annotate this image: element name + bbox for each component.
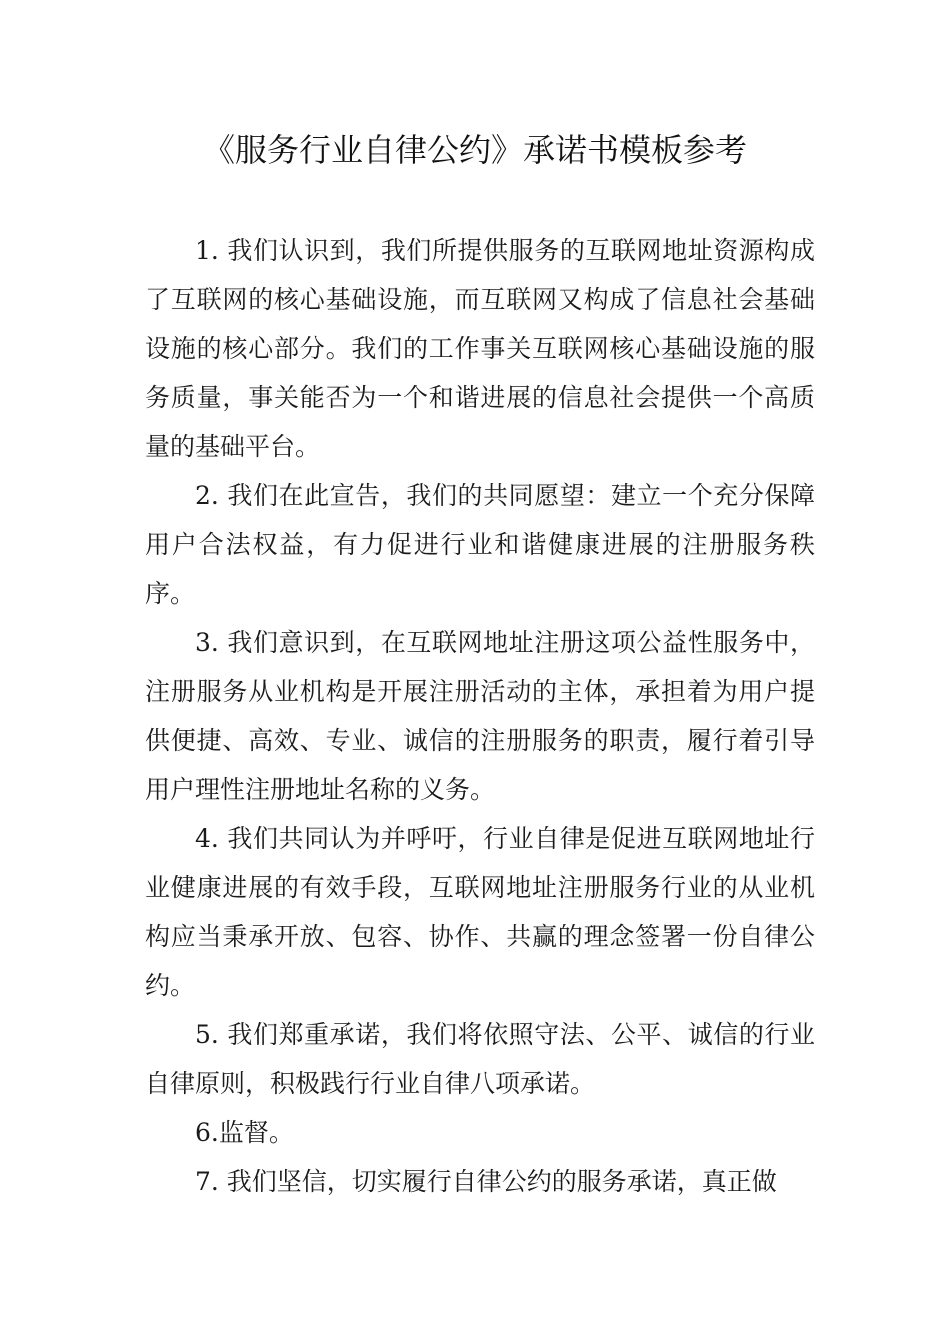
paragraph-5: 5. 我们郑重承诺，我们将依照守法、公平、诚信的行业自律原则，积极践行行业自律八项承诺。 xyxy=(145,1020,815,1098)
paragraph-3: 3. 我们意识到，在互联网地址注册这项公益性服务中，注册服务从业机构是开展注册活动的主体，承担着为用户提供便捷、高效、专业、诚信的注册服务的职责，履行着引导用户理性注册地址名称的义务。 xyxy=(145,628,815,804)
paragraph-6: 6.监督。 xyxy=(195,1118,294,1147)
paragraph-4: 4. 我们共同认为并呼吁，行业自律是促进互联网地址行业健康进展的有效手段，互联网地址注册服务行业的从业机构应当秉承开放、包容、协作、共赢的理念签署一份自律公约。 xyxy=(145,824,815,1000)
paragraph-7: 7. 我们坚信，切实履行自律公约的服务承诺，真正做 xyxy=(195,1167,777,1196)
paragraph-1: 1. 我们认识到，我们所提供服务的互联网地址资源构成了互联网的核心基础设施，而互联网又构成了信息社会基础设施的核心部分。我们的工作事关互联网核心基础设施的服务质量，事关能否为一个和谐进展的信息社会提供一个高质量的基础平台。 xyxy=(145,236,815,461)
paragraph-2: 2. 我们在此宣告，我们的共同愿望：建立一个充分保障用户合法权益，有力促进行业和谐健康进展的注册服务秩序。 xyxy=(145,481,815,608)
document-body xyxy=(145,226,815,1206)
document-title: 《服务行业自律公约》承诺书模板参考 xyxy=(202,131,747,169)
